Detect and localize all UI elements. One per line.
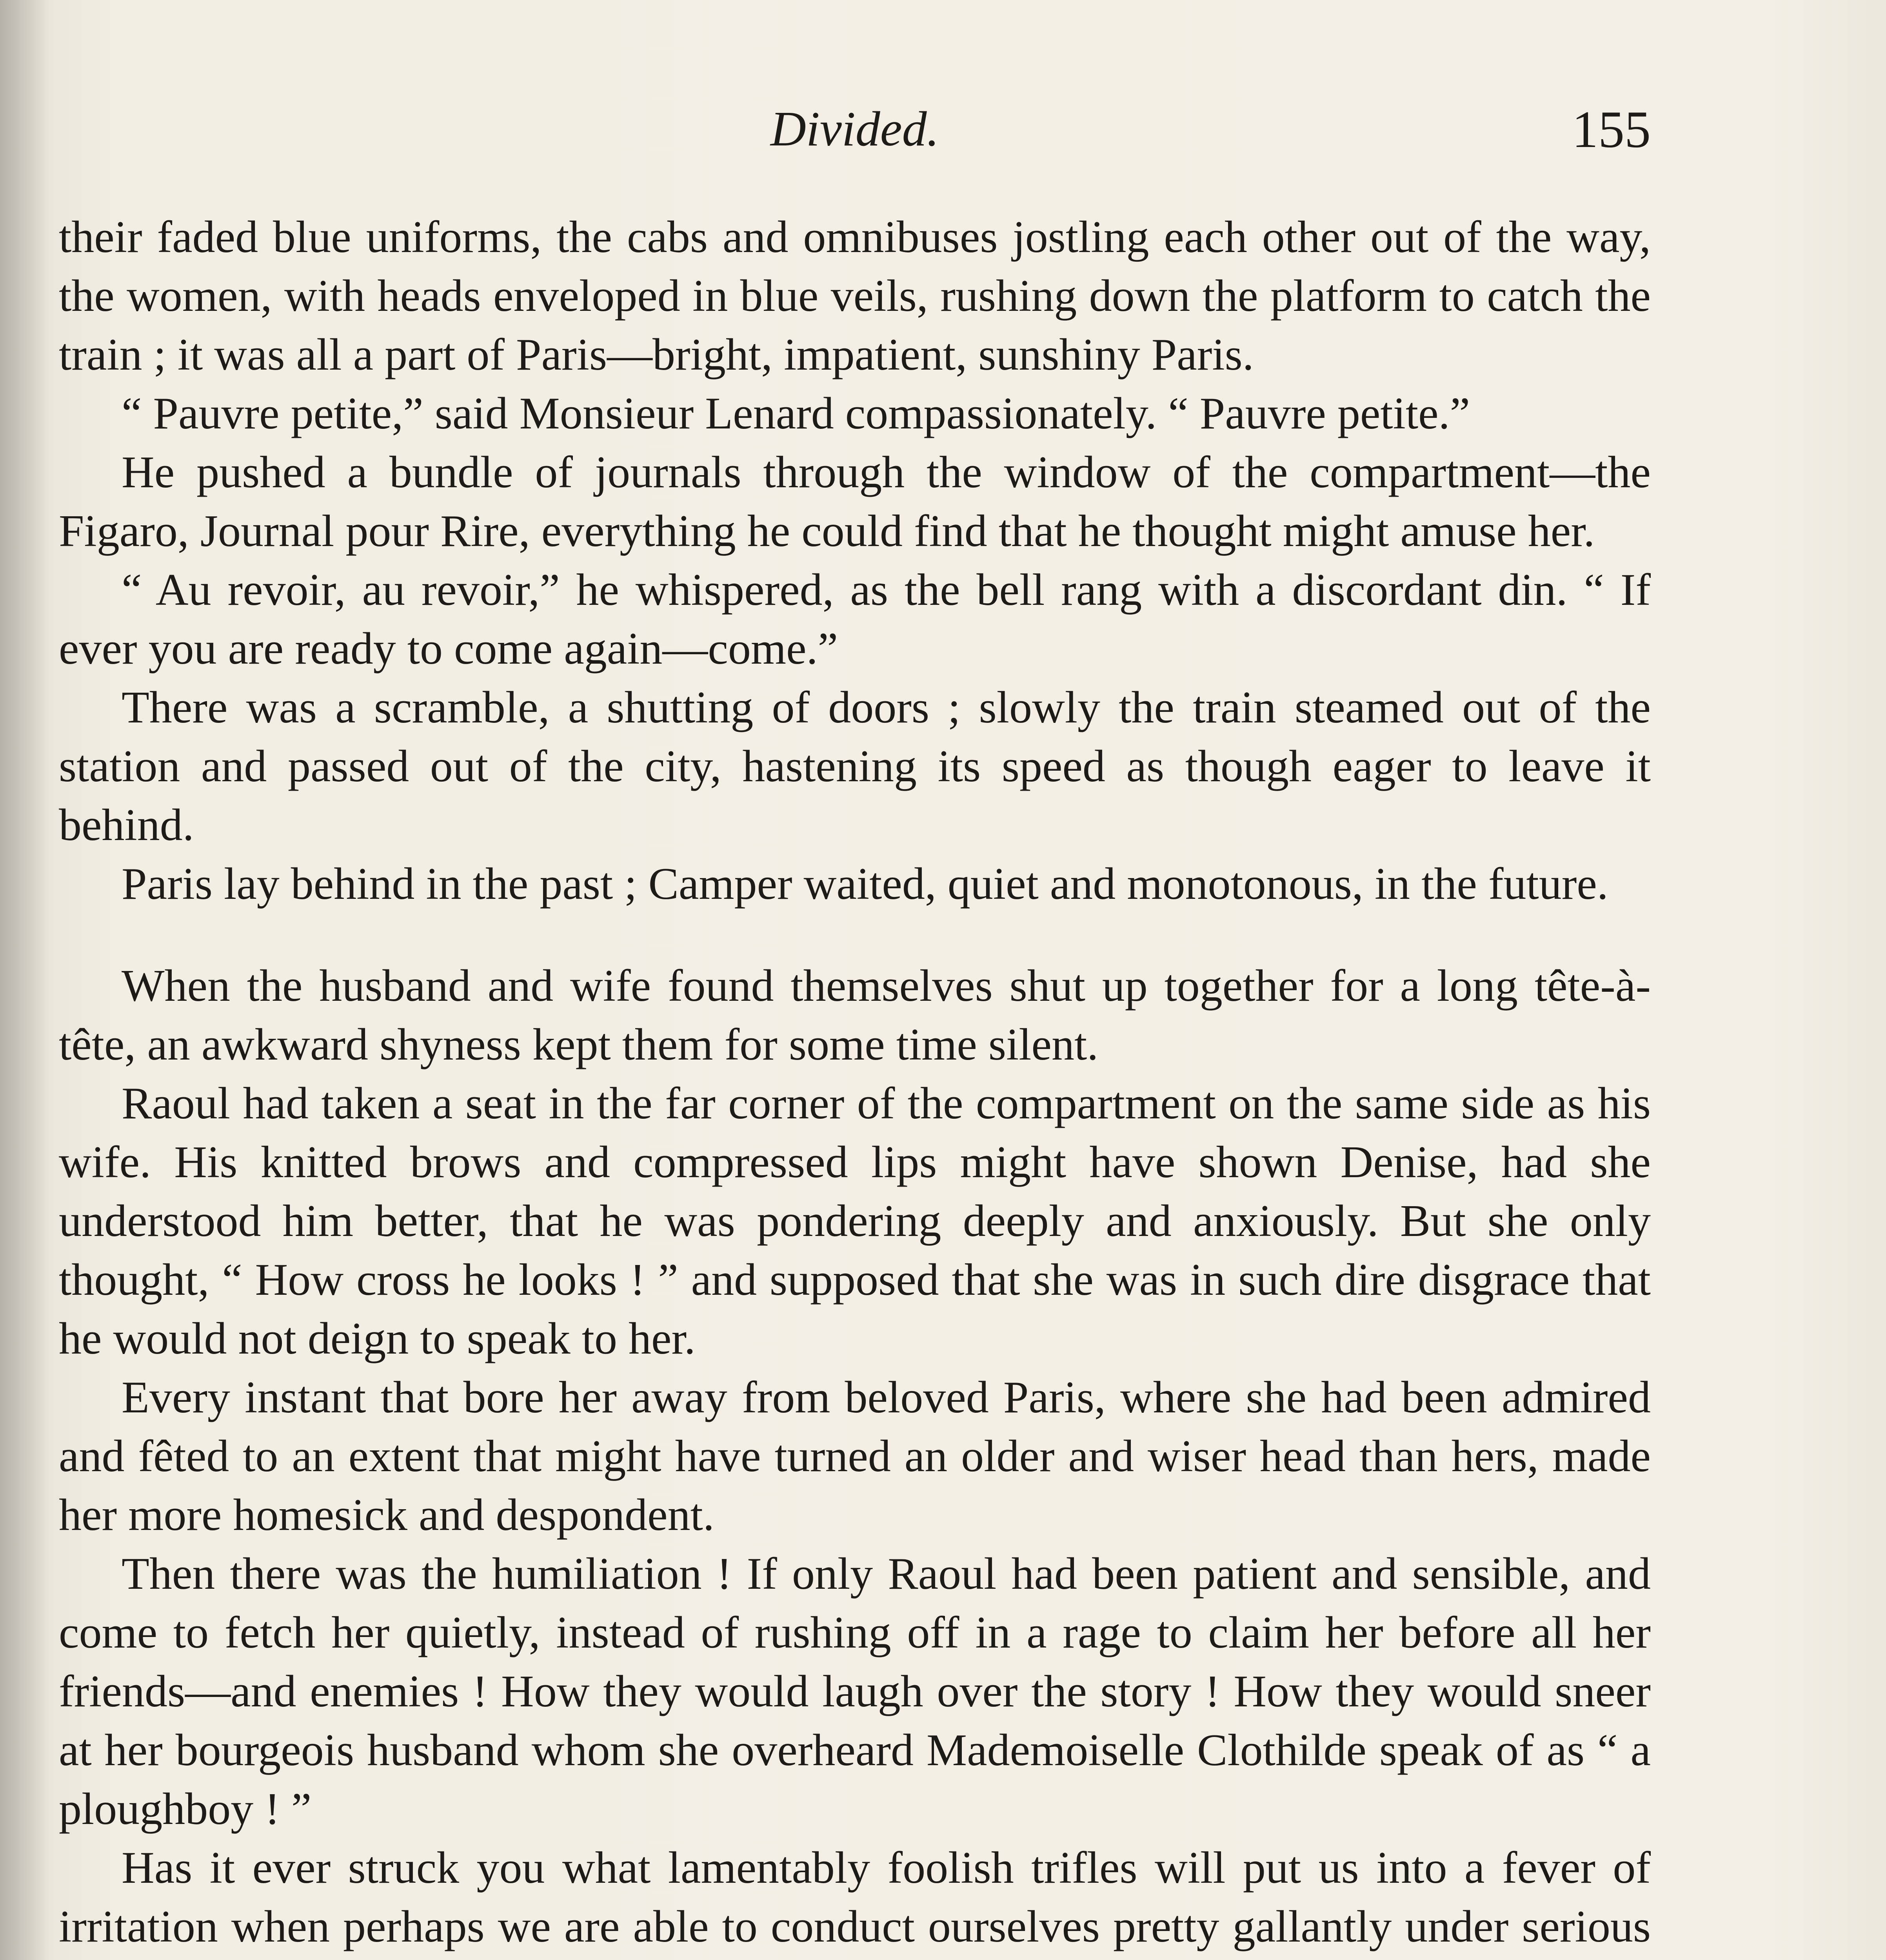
paragraph: Has it ever struck you what lamentably foolish trifles will put us into a fever of irritation when perhaps we are able to conduct ourselves pretty gallantly under serious [59,1843,1651,1952]
paragraph: There was a scramble, a shutting of doors ; slowly the train steamed out of the station and passed out of the city, hastening its speed as though eager to leave it behind. [59,682,1651,850]
body-text [59,208,1651,1960]
paragraph: Every instant that bore her away from beloved Paris, where she had been admired and fêted to an extent that might have turned an older and wiser head than hers, made her more homesick and despondent. [59,1372,1651,1540]
running-title: Divided. [770,102,939,156]
page-header [59,90,1651,169]
paragraph: Then there was the humiliation ! If only Raoul had been patient and sensible, and come to fetch her quietly, instead of rushing off in a rage to claim her before all her friends—and enemies ! How they would laugh over the story ! How they would sneer at her bourgeois husband whom she overheard Mademoiselle Clothilde speak of as “ a ploughboy ! ” [59,1549,1651,1834]
gutter-shadow [0,0,51,1960]
paragraph: “ Au revoir, au revoir,” he whispered, as the bell rang with a discordant din. “ If ever you are ready to come again—come.” [59,565,1651,674]
paragraph: “ Pauvre petite,” said Monsieur Lenard compassionately. “ Pauvre petite.” [122,388,1470,439]
paragraph: their faded blue uniforms, the cabs and omnibuses jostling each other out of the way, the women, with heads enveloped in blue veils, rushing down the platform to catch the train ; it was all a part of Paris—bright, impatient, sunshiny Paris. [59,212,1651,380]
paragraph: He pushed a bundle of journals through the window of the compartment—the Figaro, Journal pour Rire, everything he could find that he thought might amuse her. [59,447,1651,556]
paragraph: Raoul had taken a seat in the far corner of the compartment on the same side as his wife. His knitted brows and compressed lips might have shown Denise, had she understood him better, that he was pondering deeply and anxiously. But she only thought, “ How cross he looks ! ” and supposed that she was in such dire disgrace that he would not deign to speak to her. [59,1078,1651,1364]
paragraph: When the husband and wife found themselves shut up together for a long tête-à-tête, an awkward shyness kept them for some time silent. [59,961,1651,1070]
page-number: 155 [1572,100,1651,158]
paragraph: Paris lay behind in the past ; Camper waited, quiet and monotonous, in the future. [122,859,1608,909]
